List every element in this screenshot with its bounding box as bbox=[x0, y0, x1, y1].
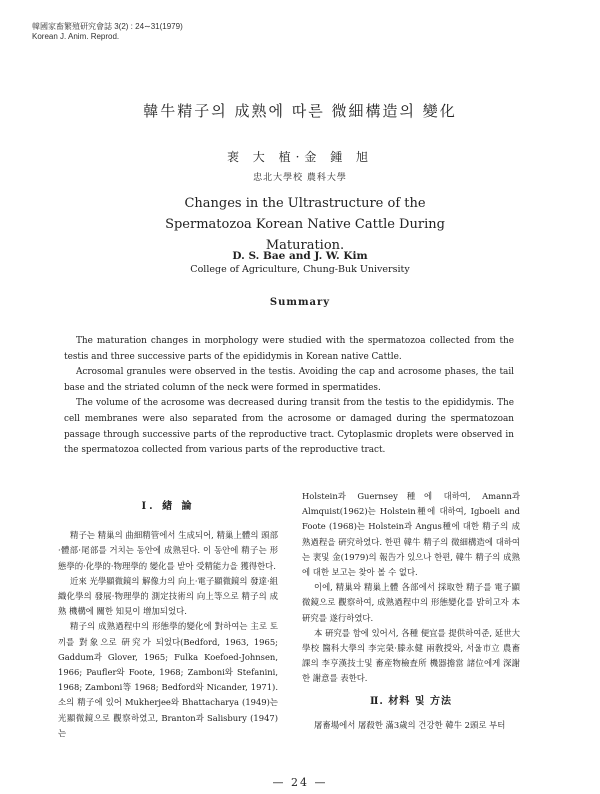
section-heading-materials-methods: Ⅱ. 材料 및 方法 bbox=[369, 695, 452, 707]
summary-paragraph: Acrosomal granules were observed in the testis. Avoiding the cap and acrosome phases, the tail base and the striated column of the neck were formed in spermatides. bbox=[64, 367, 514, 393]
left-column bbox=[58, 501, 278, 741]
body-paragraph: Holstein과 Guernsey種에 대하여, Amann과 Almquist(1962)는 Holstein種에 대하여, Igboeli and Foote (1968)는 Holstein과 Angus種에 대한 精子의 成熟過程을 硏究하였다. 한편 韓牛 精子의 微細構造에 대하여는 裵및 金(1979)의 報告가 있으나 한편, 韓牛 精子의 成熟에 대한 보고는 찾아 볼 수 없다. bbox=[302, 491, 520, 578]
body-paragraph: 屠畜場에서 屠殺한 滿3歲의 건강한 韓牛 2頭로 부터 bbox=[314, 719, 506, 730]
journal-citation: 韓國家畜繁殖研究會誌 3(2) : 24∼31(1979) bbox=[32, 22, 183, 31]
summary-abstract bbox=[64, 334, 514, 459]
authors-korean: 裵 大 植·金 鍾 旭 bbox=[226, 150, 374, 164]
section-heading-introduction: I. 緖 論 bbox=[141, 501, 195, 512]
affiliation-english: College of Agriculture, Chung-Buk University bbox=[190, 264, 410, 275]
body-paragraph: 精子의 成熟過程中의 形態學的變化에 對하여는 主로 토끼를 對象으로 硏究가 되었다(Bedford, 1963, 1965; Gaddum과 Glover, 1965; Fulka Koefoed-Johnsen, 1966; Paufler와 Foote, 1968; Zamboni와 Stefanini, 1968; Zamboni等 1968; Bedford와 Nicander, 1971). 소의 精子에 있어 Mukherjee와 Bhattacharya (1949)는 光顯微鏡으로 觀察하였고, Branton과 Salisbury (1947)는 bbox=[58, 621, 278, 738]
right-column bbox=[302, 489, 520, 733]
journal-header bbox=[32, 22, 183, 42]
body-paragraph: 近來 光學顯微鏡의 解像力의 向上·電子顯微鏡의 發達·組織化學의 發展·物理學的 測定技術의 向上等으로 精子의 成熟 機構에 關한 知見이 增加되었다. bbox=[58, 575, 278, 617]
summary-paragraph: The maturation changes in morphology were studied with the spermatozoa collected from the testis and three successive parts of the epididymis in Korean native Cattle. bbox=[64, 336, 514, 362]
title-korean: 韓牛精子의 成熟에 따른 微細構造의 變化 bbox=[143, 102, 457, 120]
body-paragraph: 精子는 精巢의 曲細精管에서 生成되어, 精巢上體의 頭部·體部·尾部를 거치는 동안에 成熟된다. 이 동안에 精子는 形態學的·化學的·物理學的 變化를 받아 受精能力을 獲得한다. bbox=[58, 530, 278, 571]
authors-english: D. S. Bae and J. W. Kim bbox=[232, 250, 368, 262]
summary-heading: Summary bbox=[269, 297, 331, 308]
body-paragraph: 本 硏究를 함에 있어서, 各種 便宜를 提供하여준, 延世大學校 醫科大學의 李完榮·滕永健 兩敎授와, 서울市立 農畜課의 李亨漢技士및 畜産物檢査所 機器擔當 諸位에게 深謝한 謝意를 表한다. bbox=[302, 627, 520, 684]
page-number: — 24 — bbox=[272, 776, 328, 789]
affiliation-korean: 忠北大學校 農科大學 bbox=[253, 173, 347, 183]
title-english: Changes in the Ultrastructure of the Spermatozoa Korean Native Cattle During Maturation. bbox=[165, 196, 445, 253]
body-paragraph: 이에, 精巢와 精巢上體 各部에서 採取한 精子를 電子顯微鏡으로 觀察하여, 成熟過程中의 形態變化를 밝히고자 本硏究를 遂行하였다. bbox=[302, 582, 520, 623]
summary-paragraph: The volume of the acrosome was decreased during transit from the testis to the epididymis. The cell membranes were also separated from the acrosome or damaged during the spermatozoan passage through successive parts of the reproductive tract. Cytoplasmic droplets were observed in the spermatozoa collected from various parts of the reproductive tract. bbox=[64, 398, 514, 456]
journal-name-en: Korean J. Anim. Reprod. bbox=[32, 32, 120, 41]
